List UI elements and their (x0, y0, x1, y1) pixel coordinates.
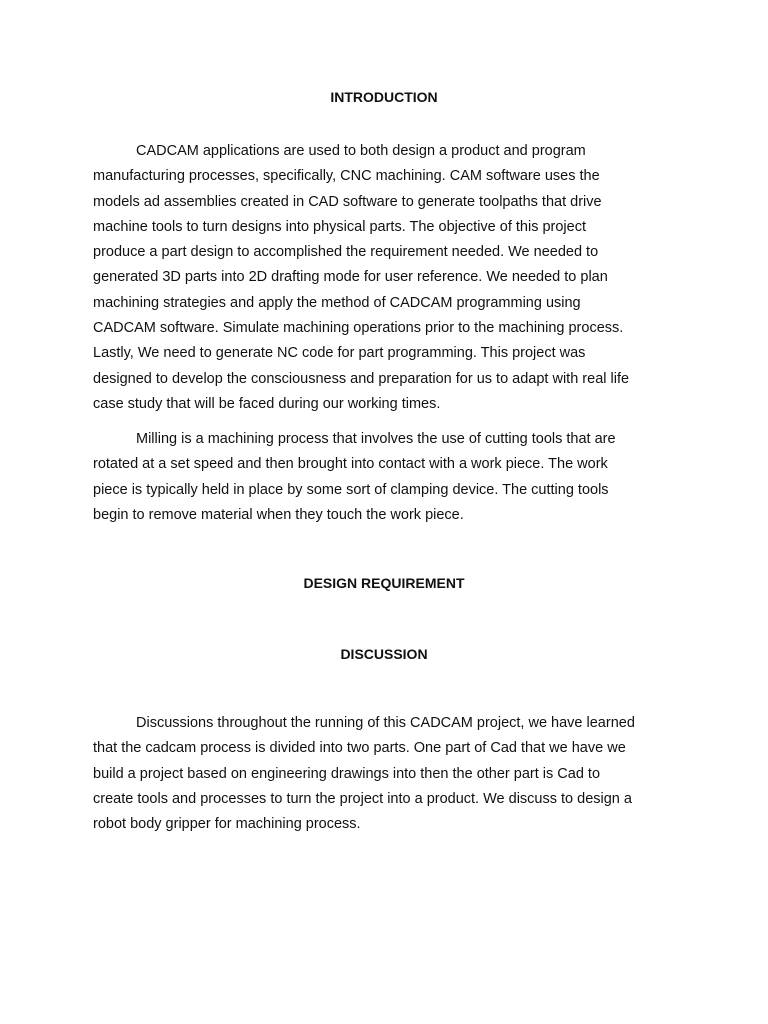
discussion-heading: DISCUSSION (340, 646, 428, 662)
paragraph-line: manufacturing processes, specifically, CNC machining. CAM software uses the (93, 168, 600, 185)
discussion-paragraph-1 (93, 711, 675, 837)
paragraph-line: build a project based on engineering drawings into then the other part is Cad to (93, 765, 601, 782)
paragraph-line: models ad assemblies created in CAD software to generate toolpaths that drive (93, 193, 602, 210)
paragraph-line: robot body gripper for machining process. (93, 816, 361, 833)
introduction-paragraph-1 (93, 139, 675, 417)
paragraph-line: Milling is a machining process that involves the use of cutting tools that are (136, 431, 616, 447)
paragraph-line: machine tools to turn designs into physical parts. The objective of this project (93, 218, 586, 235)
paragraph-line: Lastly, We need to generate NC code for part programming. This project was (93, 345, 586, 362)
paragraph-line: CADCAM software. Simulate machining operations prior to the machining process. (93, 320, 624, 337)
paragraph-line: generated 3D parts into 2D drafting mode for user reference. We needed to plan (93, 269, 608, 286)
design-requirement-heading: DESIGN REQUIREMENT (303, 575, 465, 591)
paragraph-line: that the cadcam process is divided into two parts. One part of Cad that we have we (93, 740, 626, 757)
paragraph-line: designed to develop the consciousness and preparation for us to adapt with real life (93, 370, 630, 387)
paragraph-line: machining strategies and apply the method of CADCAM programming using (93, 294, 581, 311)
introduction-heading: INTRODUCTION (330, 89, 438, 105)
paragraph-line: CADCAM applications are used to both design a product and program (136, 143, 586, 159)
paragraph-line: piece is typically held in place by some sort of clamping device. The cutting tools (93, 481, 609, 498)
paragraph-line: case study that will be faced during our working times. (93, 395, 441, 412)
introduction-paragraph-2 (93, 427, 675, 528)
paragraph-line: produce a part design to accomplished the requirement needed. We needed to (93, 244, 599, 261)
paragraph-line: begin to remove material when they touch the work piece. (93, 506, 464, 523)
paragraph-line: rotated at a set speed and then brought into contact with a work piece. The work (93, 456, 608, 473)
paragraph-line: Discussions throughout the running of this CADCAM project, we have learned (136, 715, 635, 731)
paragraph-line: create tools and processes to turn the project into a product. We discuss to design a (93, 790, 632, 807)
